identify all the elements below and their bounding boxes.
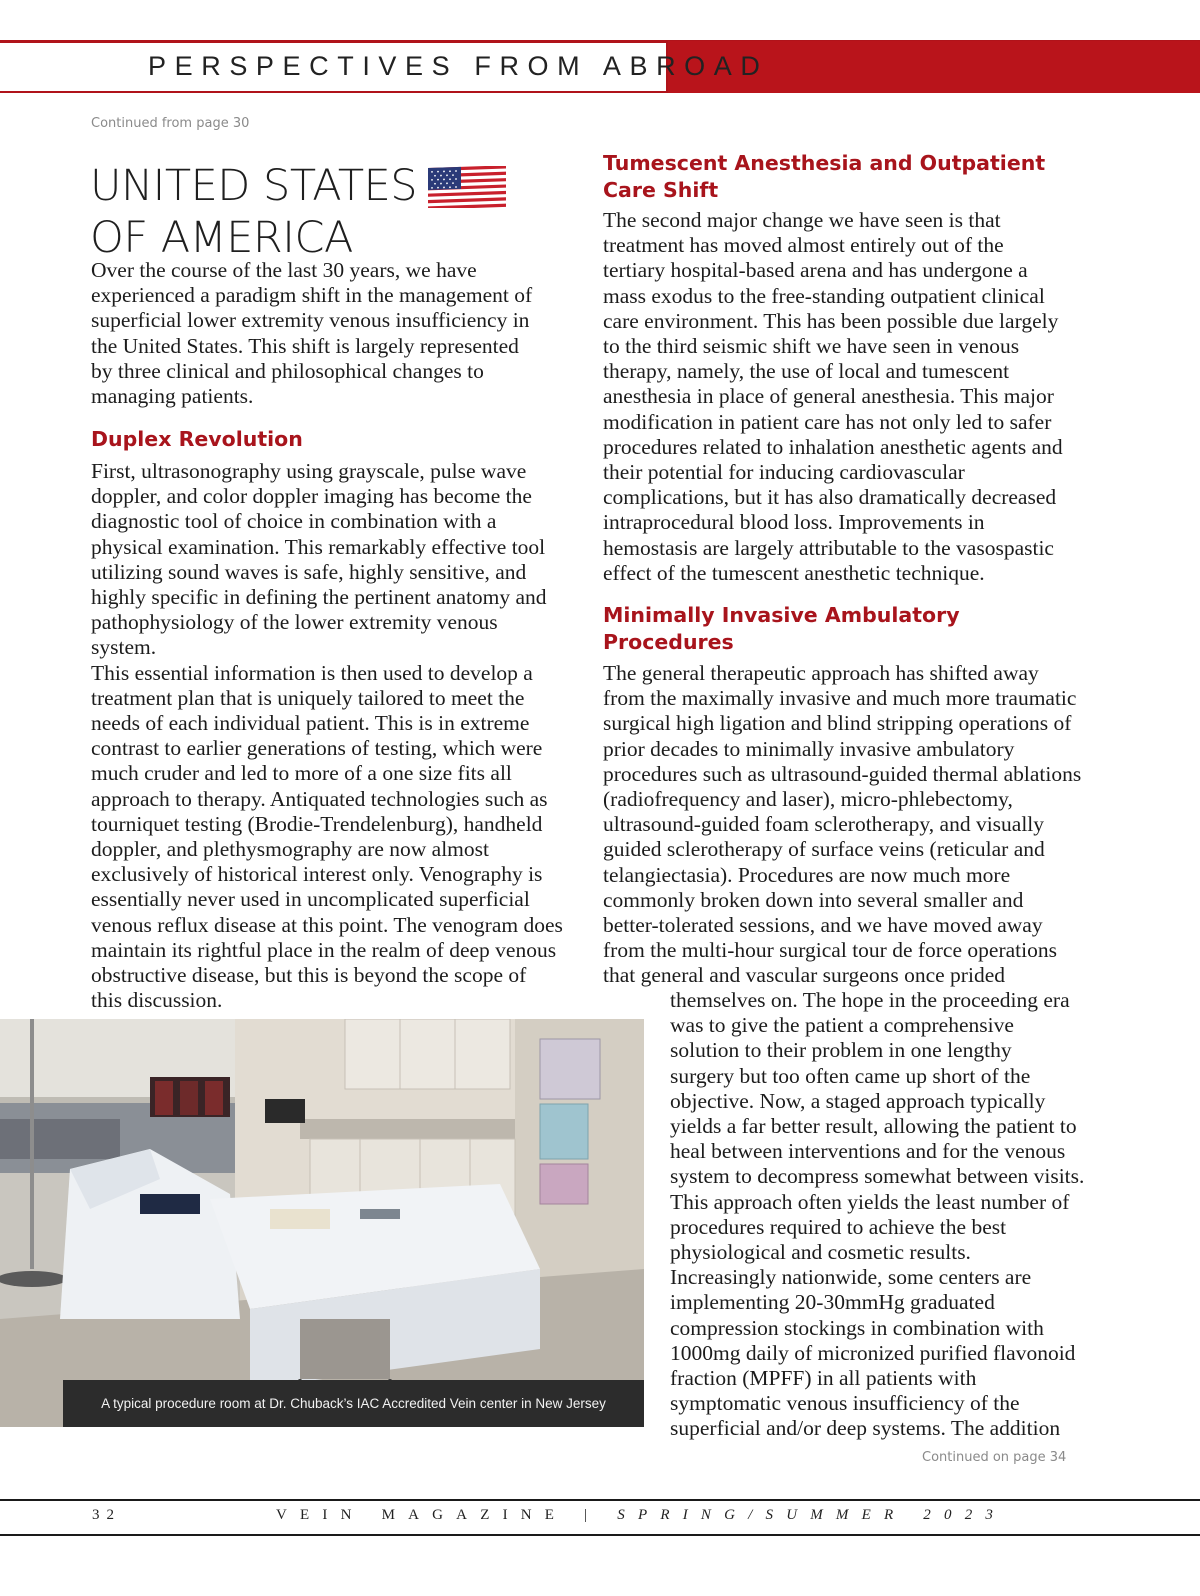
continued-on-note: Continued on page 34 (922, 1450, 1067, 1465)
footer-rule-bottom (0, 1534, 1200, 1536)
magazine-name: VEIN MAGAZINE (276, 1507, 568, 1523)
heading-tumescent-anesthesia: Tumescent Anesthesia and Outpatient Care Shift (603, 151, 1046, 202)
footer-rule-top (0, 1499, 1200, 1501)
minimally-invasive-body-continued: themselves on. The hope in the proceeding era was to give the patient a comprehensive solution to their problem in one lengthy surgery but too often came up short of the objective. Now, a staged approach typically yields a far better result, allowing the patient to heal between interventions and for the venous system to decompress somewhat between visits. This approach often yields the least number of procedures required to achieve the best physiological and cosmetic results. Increasingly nationwide, some centers are implementing 20-30mmHg graduated compression stockings in combination with 1000mg daily of micronized purified flavonoid fraction (MPFF) in all patients with symptomatic venous insufficiency of the superficial and/or deep systems. The addition (670, 988, 1085, 1441)
tumescent-anesthesia-body: The second major change we have seen is that treatment has moved almost entirely out of the tertiary hospital-based arena and has undergone a mass exodus to the free-standing outpatient clinical care environment. This has been possible due largely to the third seismic shift we have seen in venous therapy, namely, the use of local and tumescent anesthesia in place of general anesthesia. This major modification in patient care has not only led to safer procedures related to inhalation anesthetic agents and their potential for inducing cardiovascular complications, but it has also dramatically decreased intraprocedural blood loss. Improvements in hemostasis are largely attributable to the vasospastic effect of the tumescent anesthetic technique. (603, 208, 1063, 585)
us-flag-icon (428, 166, 506, 208)
heading-minimally-invasive: Minimally Invasive Ambulatory Procedures (603, 603, 960, 654)
continued-from-note: Continued from page 30 (91, 116, 250, 131)
heading-duplex-revolution: Duplex Revolution (91, 427, 303, 451)
procedure-room-photo (0, 1019, 644, 1427)
minimally-invasive-body: The general therapeutic approach has shifted away from the maximally invasive and much more traumatic surgical high ligation and blind stripping operations of prior decades to minimally invasive ambulatory procedures such as ultrasound-guided thermal ablations (radiofrequency and laser), micro-phlebectomy, ultrasound-guided foam sclerotherapy, and visually guided sclerotherapy of surface veins (reticular and telangiectasia). Procedures are now much more commonly broken down into several smaller and better-tolerated sessions, and we have moved away from the multi-hour surgical tour de force operations that general and vascular surgeons once prided (603, 661, 1082, 988)
section-title: PERSPECTIVES FROM ABROAD (148, 51, 769, 81)
intro-paragraph: Over the course of the last 30 years, we have experienced a paradigm shift in the management of superficial lower extremity venous insufficiency in the United States. This shift is largely represented by three clinical and philosophical changes to managing patients. (91, 258, 533, 409)
footer-separator: | (584, 1507, 601, 1523)
duplex-revolution-body: First, ultrasonography using grayscale, pulse wave doppler, and color doppler imaging has become the diagnostic tool of choice in combination with a physical examination. This remarkably effective tool utilizing sound waves is safe, highly sensitive, and highly specific in defining the pertinent anatomy and pathophysiology of the lower extremity venous system. This essential information is then used to develop a treatment plan that is uniquely tailored to meet the needs of each individual patient. This is in extreme contrast to earlier generations of testing, which were much cruder and led to more of a one size fits all approach to therapy. Antiquated technologies such as tourniquet testing (Brodie-Trendelenburg), handheld doppler, and plethysmography are now almost exclusively of historical interest only. Venography is essentially never used in uncomplicated superficial venous reflux disease at this point. The venogram does maintain its rightful place in the realm of deep venous obstructive disease, but this is beyond the scope of this discussion. (91, 459, 563, 1013)
issue-label: SPRING/SUMMER 2023 (617, 1507, 1007, 1523)
page-number: 32 (92, 1507, 121, 1523)
article-title: UNITED STATES OF AMERICA (90, 161, 418, 263)
footer-publication (276, 1507, 1006, 1524)
photo-caption: A typical procedure room at Dr. Chuback’s IAC Accredited Vein center in New Jersey (101, 1396, 606, 1411)
